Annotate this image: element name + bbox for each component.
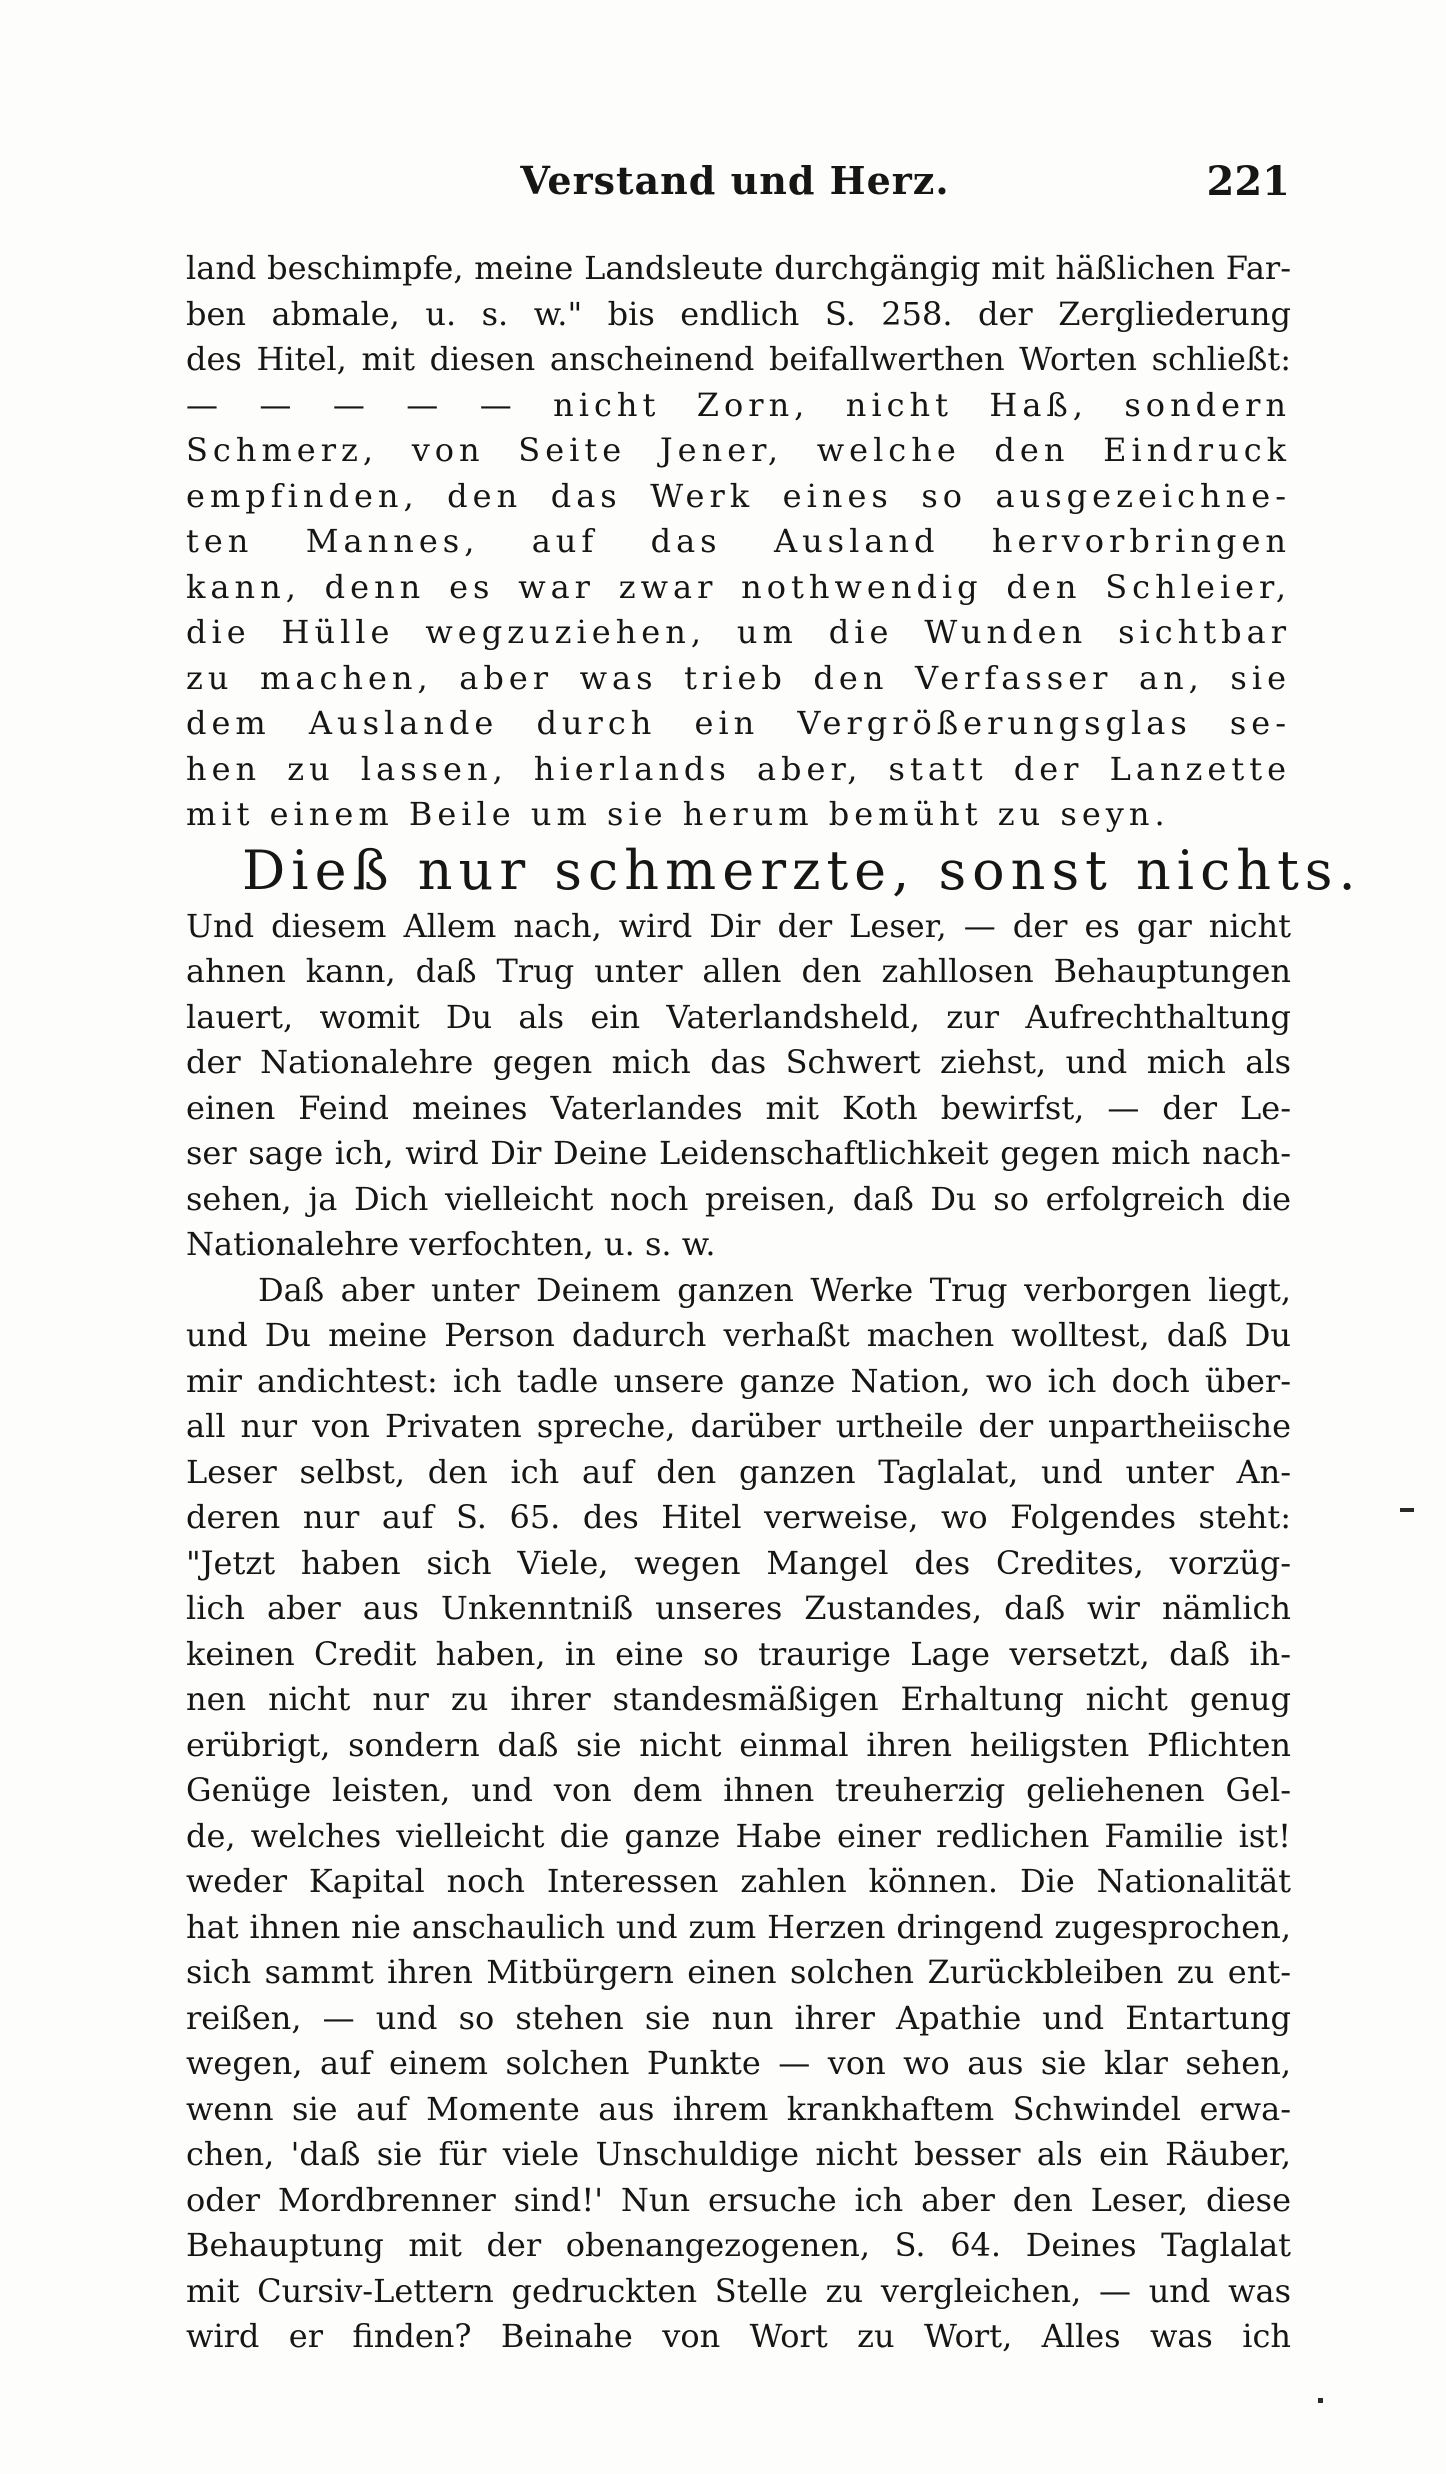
text-line: des Hitel, mit diesen anscheinend beifallwerthen Worten schließt: [186,340,1291,378]
text-line: reißen, — und so stehen sie nun ihrer Apathie und Entartung [186,1998,1291,2037]
text-line: Und diesem Allem nach, wird Dir der Leser, — der es gar nicht [186,906,1291,945]
text-line: ahnen kann, daß Trug unter allen den zahllosen Behauptungen [186,952,1291,990]
text-line: wenn sie auf Momente aus ihrem krankhaftem Schwindel erwa- [186,2089,1291,2128]
text-line: erübrigt, sondern daß sie nicht einmal ihren heiligsten Pflichten [186,1725,1291,1764]
text-line: Behauptung mit der obenangezogenen, S. 64. Deines Taglalat [186,2226,1291,2264]
text-line: "Jetzt haben sich Viele, wegen Mangel des Credites, vorzüg- [186,1543,1291,1582]
text-line: der Nationalehre gegen mich das Schwert ziehst, und mich als [186,1043,1291,1081]
text-line: sehen, ja Dich vielleicht noch preisen, daß Du so erfolgreich die [186,1179,1291,1218]
text-line: mit einem Beile um sie herum bemüht zu seyn. [186,795,1170,833]
text-line: Genüge leisten, und von dem ihnen treuherzig geliehenen Gel- [186,1771,1291,1809]
text-line: sich sammt ihren Mitbürgern einen solchen Zurückbleiben zu ent- [186,1953,1291,1991]
page-number: 221 [1206,158,1290,205]
text-line: Daß aber unter Deinem ganzen Werke Trug verborgen liegt, [258,1270,1291,1309]
text-line: mit Cursiv-Lettern gedruckten Stelle zu vergleichen, — und was [186,2271,1291,2310]
text-line: ben abmale, u. s. w." bis endlich S. 258. der Zergliederung [186,294,1291,333]
text-line: empfinden, den das Werk eines so ausgezeichne- [186,476,1291,515]
text-line: all nur von Privaten spreche, darüber urtheile der unpartheiische [186,1407,1291,1445]
text-line: Nationalehre verfochten, u. s. w. [186,1225,716,1263]
text-line: kann, denn es war zwar nothwendig den Schleier, [186,567,1291,606]
text-line: und Du meine Person dadurch verhaßt machen wolltest, daß Du [186,1316,1291,1354]
text-line: oder Mordbrenner sind!' Nun ersuche ich aber den Leser, diese [186,2180,1291,2219]
text-line: chen, 'daß sie für viele Unschuldige nicht besser als ein Räuber, [186,2135,1291,2173]
text-line: land beschimpfe, meine Landsleute durchgängig mit häßlichen Far- [186,249,1291,287]
text-line: Schmerz, von Seite Jener, welche den Eindruck [186,431,1291,469]
running-header [180,158,1290,218]
text-line: — — — — — nicht Zorn, nicht Haß, sondern [186,385,1291,424]
text-line: dem Auslande durch ein Vergrößerungsglas se- [186,704,1291,742]
text-line: einen Feind meines Vaterlandes mit Koth bewirfst, — der Le- [186,1088,1291,1127]
text-line: keinen Credit haben, in eine so traurige Lage versetzt, daß ih- [186,1634,1291,1673]
text-line: weder Kapital noch Interessen zahlen können. Die Nationalität [186,1862,1291,1900]
text-line: Leser selbst, den ich auf den ganzen Taglalat, und unter An- [186,1452,1291,1491]
body-text [186,246,1362,2360]
emphasized-headline: Dieß nur schmerzte, sonst nichts. [242,838,1362,902]
text-line: die Hülle wegzuziehen, um die Wunden sichtbar [186,613,1291,651]
text-line: de, welches vielleicht die ganze Habe einer redlichen Familie ist! [186,1816,1291,1855]
text-line: hen zu lassen, hierlands aber, statt der Lanzette [186,749,1291,788]
text-line: nen nicht nur zu ihrer standesmäßigen Erhaltung nicht genug [186,1680,1291,1718]
margin-speck [1318,2398,1323,2403]
text-line: wegen, auf einem solchen Punkte — von wo aus sie klar sehen, [186,2044,1291,2082]
text-line: lauert, womit Du als ein Vaterlandsheld, zur Aufrechthaltung [186,997,1291,1036]
text-line: ten Mannes, auf das Ausland hervorbringen [186,522,1291,560]
text-line: ser sage ich, wird Dir Deine Leidenschaftlichkeit gegen mich nach- [186,1134,1291,1172]
text-line: zu machen, aber was trieb den Verfasser an, sie [186,658,1291,697]
text-line: mir andichtest: ich tadle unsere ganze Nation, wo ich doch über- [186,1361,1291,1400]
margin-speck [1400,1508,1414,1512]
text-line: wird er finden? Beinahe von Wort zu Wort, Alles was ich [186,2317,1291,2355]
running-title: Verstand und Herz. [520,158,950,203]
text-line: deren nur auf S. 65. des Hitel verweise, wo Folgendes steht: [186,1498,1291,1536]
text-line: lich aber aus Unkenntniß unseres Zustandes, daß wir nämlich [186,1589,1291,1627]
text-line: hat ihnen nie anschaulich und zum Herzen dringend zugesprochen, [186,1907,1291,1946]
